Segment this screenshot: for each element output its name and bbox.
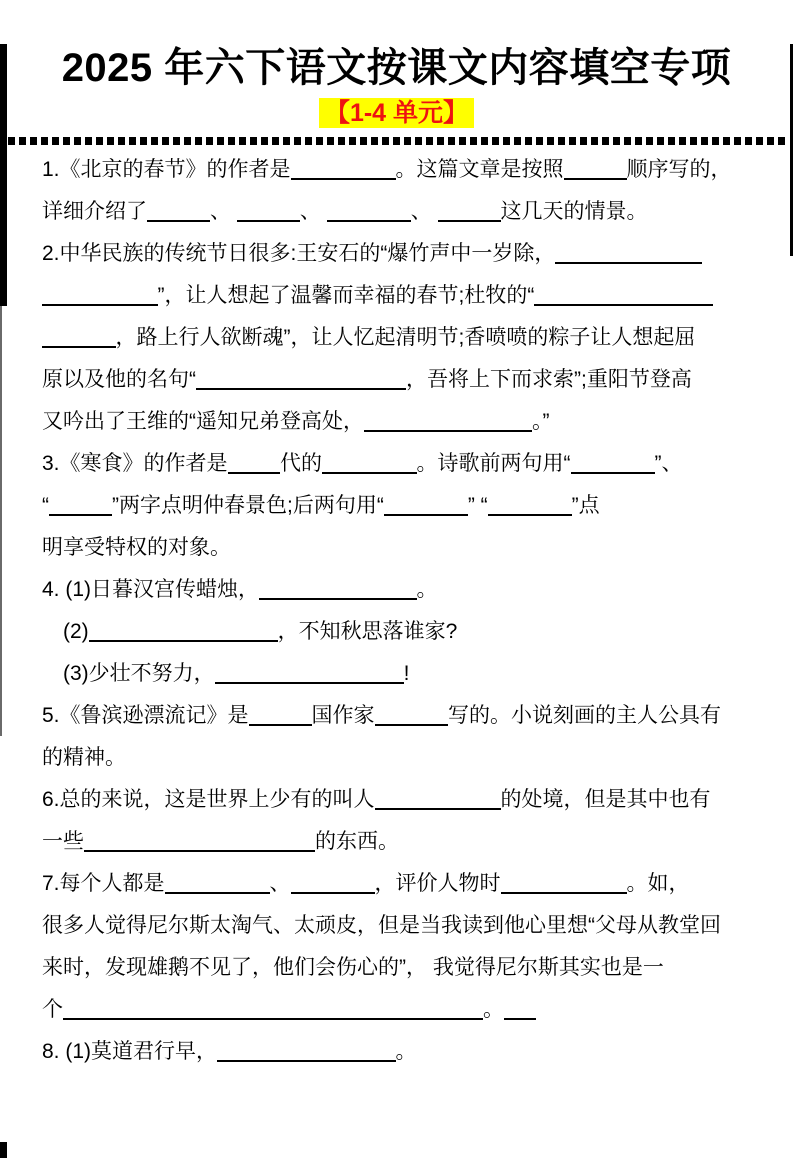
fill-blank[interactable] bbox=[42, 292, 158, 306]
fill-blank[interactable] bbox=[438, 208, 501, 222]
fill-blank[interactable] bbox=[228, 460, 281, 474]
question-line: 原以及他的名句“ ，吾将上下而求索”;重阳节登高 bbox=[42, 368, 692, 391]
question-line: ，路上行人欲断魂”，让人忆起清明节;香喷喷的粽子让人想起屈 bbox=[42, 317, 763, 359]
fill-blank[interactable] bbox=[375, 796, 501, 810]
fill-blank[interactable] bbox=[42, 334, 116, 348]
fill-blank[interactable] bbox=[63, 1006, 483, 1020]
fill-blank[interactable] bbox=[364, 418, 532, 432]
fill-blank[interactable] bbox=[291, 880, 375, 894]
fill-blank[interactable] bbox=[501, 880, 627, 894]
fill-blank[interactable] bbox=[322, 460, 417, 474]
page-title: 2025 年六下语文按课文内容填空专项 bbox=[61, 46, 732, 90]
fill-blank[interactable] bbox=[291, 166, 396, 180]
question-line: 7.每个人都是 、 ，评价人物时 。如， bbox=[42, 872, 690, 895]
question-line: 明享受特权的对象。 bbox=[42, 536, 231, 559]
question-line: 1.《北京的春节》的作者是 。这篇文章是按照 顺序写的， bbox=[42, 158, 732, 181]
fill-blank[interactable] bbox=[259, 586, 417, 600]
question-line: (2) ，不知秋思落谁家? bbox=[63, 620, 458, 643]
fill-blank[interactable] bbox=[165, 880, 270, 894]
question-line: 来时，发现雄鹅不见了，他们会伤心的”， 我觉得尼尔斯其实也是一 bbox=[42, 956, 664, 979]
question-line: 2.中华民族的传统节日很多:王安石的“爆竹声中一岁除， bbox=[42, 233, 763, 275]
question-line: 个 。 bbox=[42, 989, 763, 1031]
fill-blank[interactable] bbox=[49, 502, 112, 516]
fill-blank[interactable] bbox=[327, 208, 411, 222]
dotted-divider bbox=[8, 137, 785, 145]
question-line: ”，让人想起了温馨而幸福的春节;杜牧的“ bbox=[42, 275, 763, 317]
question-line: 详细介绍了 、 、 、 这几天的情景。 bbox=[42, 200, 648, 223]
question-line: 6.总的来说，这是世界上少有的叫人 的处境，但是其中也有 bbox=[42, 788, 711, 811]
scan-edge-artifact-bottom-left bbox=[0, 1142, 7, 1158]
fill-blank[interactable] bbox=[375, 712, 449, 726]
fill-blank[interactable] bbox=[555, 250, 702, 264]
question-line: 又吟出了王维的“遥知兄弟登高处， 。” bbox=[42, 410, 550, 433]
fill-blank[interactable] bbox=[217, 1048, 396, 1062]
fill-blank[interactable] bbox=[564, 166, 627, 180]
question-line: 3.《寒食》的作者是 代的 。诗歌前两句用“ ”、 bbox=[42, 452, 683, 475]
fill-blank[interactable] bbox=[237, 208, 300, 222]
question-line: 8. (1)莫道君行早， 。 bbox=[42, 1040, 417, 1063]
scan-edge-artifact-left-faint bbox=[0, 306, 2, 736]
fill-blank[interactable] bbox=[534, 292, 713, 306]
badge-row bbox=[0, 98, 793, 130]
fill-blank[interactable] bbox=[147, 208, 210, 222]
question-line: 5.《鲁滨逊漂流记》是 国作家 写的。小说刻画的主人公具有 bbox=[42, 704, 722, 727]
fill-blank[interactable] bbox=[384, 502, 468, 516]
fill-blank[interactable] bbox=[249, 712, 312, 726]
question-line: 很多人觉得尼尔斯太淘气、太顽皮，但是当我读到他心里想“父母从教堂回 bbox=[42, 914, 721, 937]
fill-blank[interactable] bbox=[196, 376, 406, 390]
fill-blank[interactable] bbox=[571, 460, 655, 474]
question-line: 4. (1)日暮汉宫传蜡烛， 。 bbox=[42, 578, 438, 601]
question-line: 一些 的东西。 bbox=[42, 830, 399, 853]
fill-blank[interactable] bbox=[84, 838, 315, 852]
fill-blank[interactable] bbox=[488, 502, 572, 516]
question-line: 的精神。 bbox=[42, 746, 126, 769]
worksheet-page bbox=[0, 44, 793, 1166]
question-line: “ ”两字点明仲春景色;后两句用“ ” “ ”点 bbox=[42, 494, 600, 517]
unit-badge: 【1-4 单元】 bbox=[319, 98, 474, 128]
worksheet-lines bbox=[42, 149, 763, 1073]
fill-blank[interactable] bbox=[89, 628, 278, 642]
question-line: (3)少壮不努力， ! bbox=[63, 662, 410, 685]
fill-blank[interactable] bbox=[215, 670, 404, 684]
fill-blank[interactable] bbox=[504, 1006, 536, 1020]
scan-edge-artifact-left bbox=[0, 44, 7, 306]
